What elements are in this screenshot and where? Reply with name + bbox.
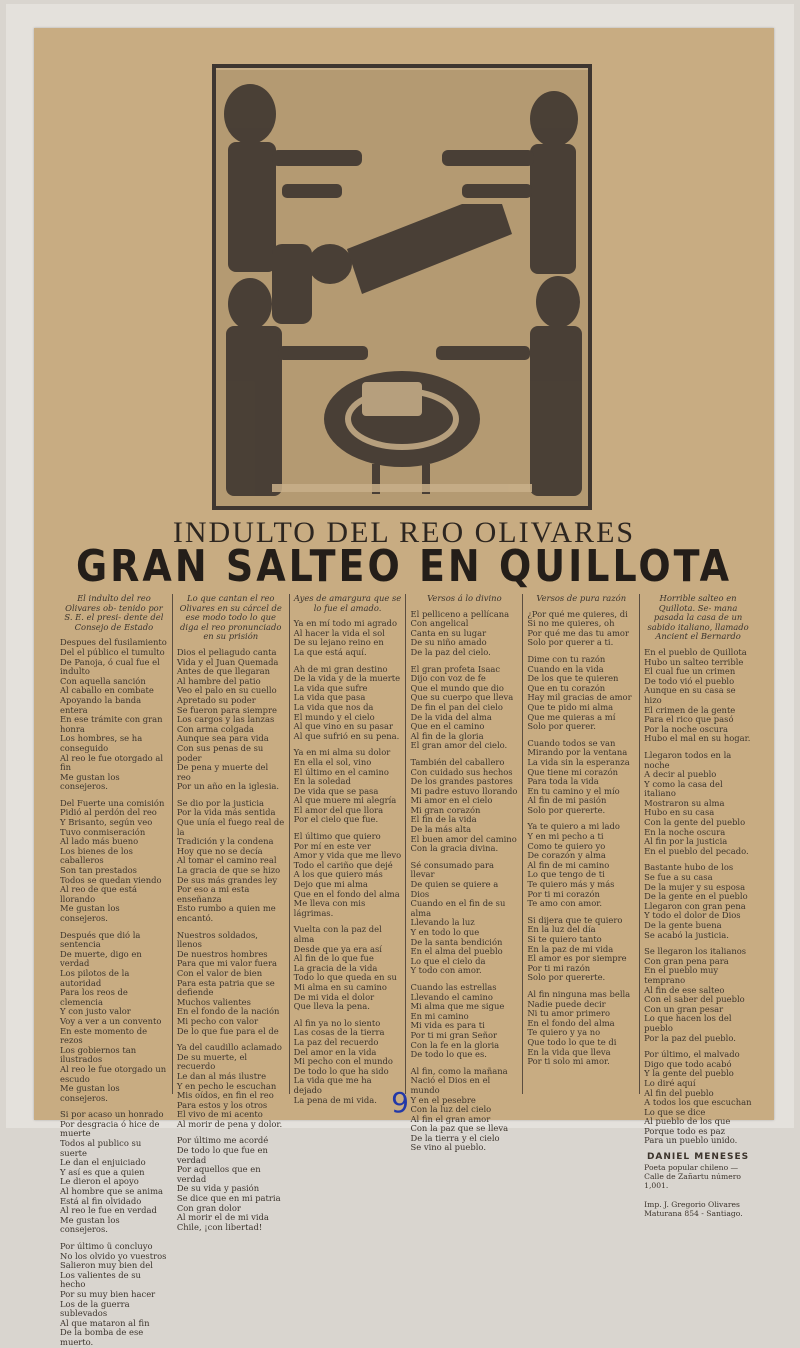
stanza: Dime con tu razón Cuando en la vida De los que te quieren Que en tu corazón Hay mil gracias de amor Que te pido mi alma Que me quieras a mí Solo por querer. (527, 653, 632, 732)
stanza: Ah de mi gran destino De la vida y de la muerte La vida que sufre La vida que pasa La vida que nos da El mundo y el cielo Al que vino en su pasar Al que sufrió en su pena. (293, 663, 401, 741)
stanza: Si dijera que te quiero En la luz del día Si te quiero tanto En la paz de mi vida El amor es por siempre Por ti mi razón Solo por quererte. (527, 914, 627, 983)
author-signature: DANIEL MENESES (646, 1152, 750, 1163)
stanza: Si por acaso un honrado Por desgracia ó hice de muerte Todos al publico su suerte Le dan el enjuiciado Y así es que a quien Le dieron el apoyo Al hombre que se anima Está al fin olvidado Al reo le fue en verdad Me gustan los consejeros. (60, 1109, 164, 1235)
stanza: Cuando todos se van Mirando por la ventana La vida sin la esperanza Que tiene mi corazón Para toda la vida En tu camino y el mío Al fin de mi pasión Solo por quererte. (527, 737, 630, 815)
stanza: Ya en mí todo mi agrado Al hacer la vida el sol De su lejano reino en La que está aquí. (293, 618, 397, 657)
stanza: Por último ü concluyo No los olvido yo vuestros Salieron muy bien del Los valientes de su hecho Por su muy bien hacer Los de la guerra sublevados Al que mataron al fin De la bomba de ese muerto. (60, 1241, 167, 1347)
photo-mount (6, 4, 794, 1347)
stanza: Al fin, como la mañana Nació el Dios en el mundo Y en el pesebre Con la luz del cielo Al fin el gran amor Con la paz que se lleva De la tierra y el cielo Se vino al pueblo. (410, 1065, 509, 1153)
stanza: Se dio por la justicia Por la vida más sentida Que unía el fuego real de la Tradición y la condena Hoy que no se decía Al tomar el camino real La gracia de que se hizo De sus más grandes ley Por eso a mi esta enseñanza Esto rumbo a quien me encantó. (176, 797, 285, 923)
column-heading: Lo que cantan el reo Olivares en su cárcel de ese modo todo lo que diga el reo pronunciado en su prisión (179, 593, 282, 642)
stanza: Por último, el malvado Digo que todo acabó Y la gente del pueblo Lo diré aquí Al fin del pueblo A todos los que escuchan Lo que se dice Al pueblo de los que Porque todo es paz Para un pueblo unido. (644, 1049, 752, 1146)
column-heading: Versos de pura razón (536, 593, 627, 603)
stanza: El gran profeta Isaac Dijo con voz de fe Que el mundo que dio Que su cuerpo que lleva De fin el pan del cielo De la vida del alma Que en el camino Al fin de la gloria El gran amor del cielo. (410, 663, 514, 751)
column-heading: El indulto del reo Olivares ob- tenido por S. E. el presi- dente del Consejo de Estado (64, 593, 164, 632)
stanza: También del caballero Con cuidado sus hechos De los grandes pastores Mi padre estuvo llorando Mi amor en el cielo Mi gran corazón El fin de la vida De la más alta El buen amor del camino Con la gracia divina. (410, 756, 518, 854)
stanza: Bastante hubo de los Se fue a su casa De la mujer y su esposa De la gente en el pueblo Llegaron con gran pena Y todo el dolor de Dios De la gente buena Se acabó la justicia. (644, 862, 748, 940)
stanza: Sé consumado para llevar De quien se quiere a Dios Cuando en el fin de su alma Llevando la luz Y en todo lo que De la santa bendición En el alma del pueblo Lo que el cielo da Y todo con amor. (410, 859, 506, 976)
stanza: Vuelta con la paz del alma Desde que ya era así Al fin de lo que fue La gracia de la vida Todo lo que queda en su Mi alma en su camino De mi vida el dolor Que lleva la pena. (293, 924, 397, 1012)
column-4 (405, 593, 522, 1153)
column-heading: Horrible salteo en Quillota. Se- mana pasada la casa de un sabido italiano, llamado Ancient el Bernardo (647, 593, 749, 642)
stanza: Al fin ninguna mas bella Nadie puede decir Ni tu amor primero En el fondo del alma Te quiero y ya no Que todo lo que te di En la vida que lleva Por ti solo mi amor. (527, 988, 631, 1067)
stanza: Llegaron todos en la noche A decir al pueblo Y como la casa del italiano Mostraron su alma Hubo en su casa Con la gente del pueblo En la noche oscura Al fin por la justicia En el pueblo del pecado. (644, 749, 749, 856)
stanza: Cuando las estrellas Llevando el camino Mi alma que me sigue En mi camino Mi vida es para ti Por ti mi gran Señor Con la fe en la gloria De todo lo que es. (410, 981, 505, 1060)
stanza: Se llegaron los italianos Con gran pena para En el pueblo muy temprano Al fin de ese salteo Con el saber del pueblo Con un gran pesar Lo que hacen los del pueblo Por la paz del pueblo. (644, 946, 747, 1043)
stanza: En el pueblo de Quillota Hubo un salteo terrible El cual fue un crimen De todo vió el pueblo Aunque en su casa se hizo El crimen de la gente Para el rico que pasó Por la noche oscura Hubo el mal en su hogar. (644, 646, 751, 744)
stanza: Ya del caudillo aclamado De su muerte, el recuerdo Le dan al más ilustre Y en pecho le escuchan Mis oídos, en fin el reo Para estos y los otros El vivo de mi acento Al morir de pena y dolor. (176, 1042, 283, 1129)
printer-imprint: Imp. J. Gregorio Olivares Maturana 854 - Santiago. (644, 1199, 743, 1218)
stanza: El pelliceno a pellícana Con angelical Canta en su lugar De su niño amado De la paz del cielo. (410, 608, 510, 657)
stanza: Nuestros soldados, llenos De nuestros hombres Para que mi valor fuera Con el valor de bien Para esta patria que se defiende Muchos valientes En el fondo de la nación Mi pecho con valor De lo que fue para el de (176, 929, 280, 1036)
woodcut-illustration (212, 64, 592, 510)
stanza: Del Fuerte una comisión Pidió al perdón del reo Y Brisanto, según veo Tuvo conmiseración Al lado más bueno Los bienes de los caballeros Son tan prestados Todos se quedan viendo Al reo de que está llorando Me gustan los consejeros. (60, 797, 165, 923)
stanza: Por último me acordé De todo lo que fue en verdad Por aquellos que en verdad De su vida y pasión Se dice que en mi patria Con gran dolor Al morir el de mi vida Chile, ¡con libertad! (176, 1135, 281, 1232)
page-number: 9 (391, 1086, 409, 1119)
column-1 (56, 593, 172, 1347)
column-6 (639, 593, 756, 1218)
verse-columns (56, 593, 756, 1347)
author-address: Poeta popular chileno — Calle de Zañartu número 1,001. (644, 1162, 741, 1190)
column-heading: Versos á lo divino (427, 593, 502, 603)
column-heading: Ayes de amargura que se lo fue el amado. (293, 593, 402, 613)
stanza: Dios el peliagudo canta Vida y el Juan Quemada Antes de que llegaran Al hambre del patio Veo el palo en su cuello Apretado su poder Se fueron para siempre Los cargos y las lanzas Con arma colgada Aunque sea para vida Con sus penas de su poder De pena y muerte del reo Por un año en la iglesia. (176, 646, 280, 792)
stanza: Ya en mi alma su dolor En ella el sol, vino El último en el camino En la soledad De vida que se pasa Al que muere mi alegría El amor del que llora Por el cielo que fue. (293, 747, 397, 825)
broadside-sheet (34, 28, 774, 1347)
stanza: Despues del fusilamiento Del el público el tumulto De Panoja, ó cual fue el indulto Con aquella sanción Al caballo en combate Apoyando la banda entera En ese trámite con gran honra Los hombres, se ha conseguido Al reo le fue otorgado al fin Me gustan los consejeros. (60, 637, 167, 792)
column-2 (172, 593, 289, 1232)
column-5 (522, 594, 639, 1094)
stanza: Ya te quiero a mi lado Y en mi pecho a ti Como te quiero yo De corazón y alma Al fin de mi camino Lo que tengo de ti Te quiero más y más Por ti mi corazón Te amo con amor. (527, 821, 620, 909)
column-3 (289, 593, 406, 1105)
stanza: ¿Por qué me quieres, di Si no me quieres, oh Por qué me das tu amor Solo por querer a ti. (527, 608, 629, 648)
stanza: Después que dió la sentencia De muerte, digo en verdad Los pilotos de la autoridad Para los reos de clemencia Y con justo valor Voy a ver a un convento En este momento de rezos Los gobiernos tan ilustrados Al reo le fue otorgado un escudo Me gustan los consejeros. (60, 929, 167, 1103)
title-line-2: GRAN SALTEO EN QUILLOTA (75, 540, 733, 592)
title-line-1: INDULTO DEL REO OLIVARES (172, 516, 636, 549)
stanza: Al fin ya no lo siento Las cosas de la tierra La paz del recuerdo Del amor en la vida Mi pecho con el mundo De todo lo que ha sido La vida que me ha dejado La pena de mi vida. (293, 1017, 393, 1105)
stanza: El último que quiero Por mí en este ver Amor y vida que me llevo Todo el cariño que dejé A los que quiero más Dejo que mi alma Que en el fondo del alma Me lleva con mis lágrimas. (293, 831, 402, 918)
